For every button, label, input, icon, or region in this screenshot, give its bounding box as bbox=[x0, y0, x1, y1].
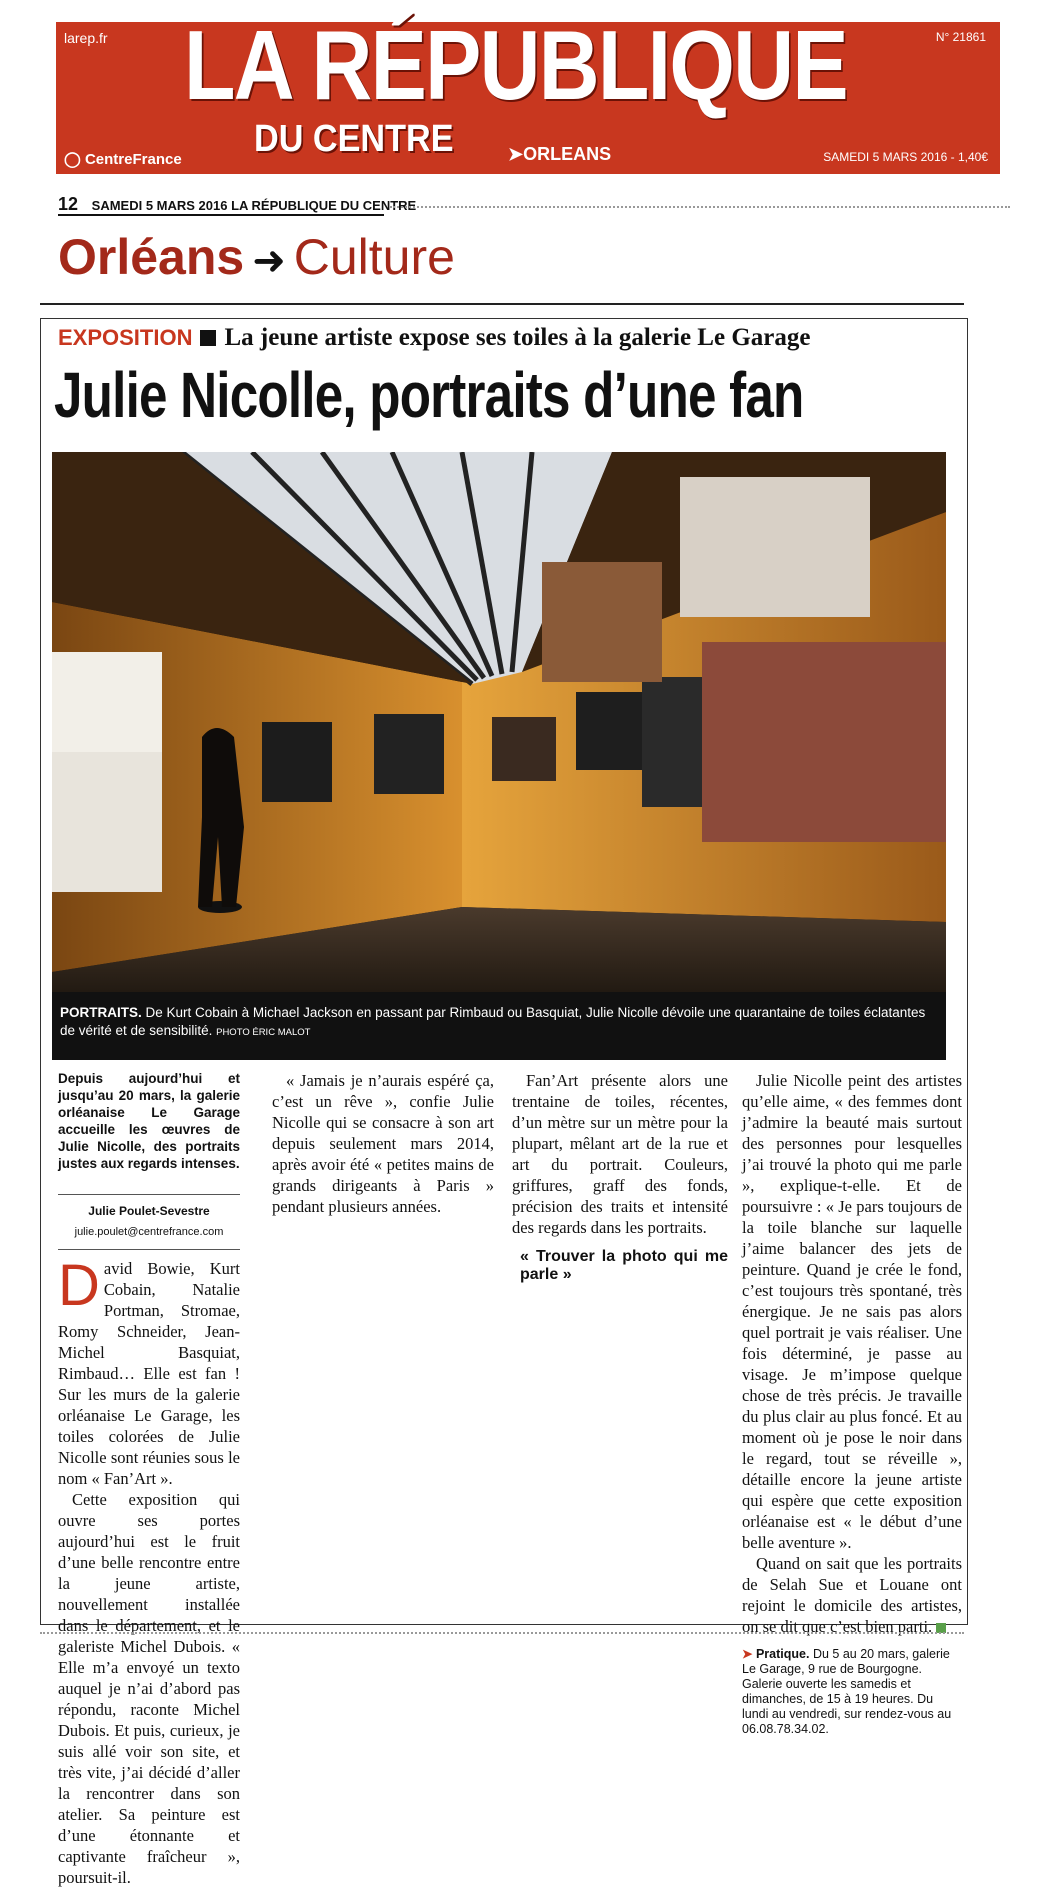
newspaper-title: LA RÉPUBLIQUE bbox=[184, 10, 847, 120]
arrow-right-icon: ➤ bbox=[508, 144, 524, 164]
paragraph-5: Julie Nicolle peint des artistes qu’elle aime, « des femmes dont j’admire la beauté mais surtout des personnes pour lesquelles j’ai trouvé la photo qui me parle », explique-t-elle. Et de poursuivre : « Je pars toujours de la toile blanche sur laquelle j’aime balancer des jets de peinture. Quand je crée le fond, c’est toujours très spontané, très énergique. Je ne sais pas alors quel portrait je vais réaliser. Une fois déterminé, je passe au visage. Je m’impose quelque chose de très précis. Je travaille du plus clair au plus foncé. Et au moment où je pose le noir dans le regard, tout se réveille », détaille encore la jeune artiste qui espère que cette exposition orléanaise est « le début d’une belle aventure ». bbox=[742, 1071, 962, 1552]
article-column-4 bbox=[742, 1070, 962, 1737]
article-column-2 bbox=[272, 1070, 494, 1217]
section-title bbox=[58, 229, 455, 285]
site-url[interactable]: larep.fr bbox=[64, 30, 108, 46]
caption-text: De Kurt Cobain à Michael Jackson en passant par Rimbaud ou Basquiat, Julie Nicolle dévoile une quarantaine de toiles éclatantes de vérité et de sensibilité. bbox=[60, 1005, 926, 1038]
article-subhead: « Trouver la photo qui me parle » bbox=[520, 1248, 728, 1283]
issue-number: N° 21861 bbox=[935, 30, 986, 44]
photo-caption bbox=[52, 992, 946, 1060]
page-header-rule bbox=[58, 214, 384, 216]
practical-label: Pratique. bbox=[755, 1647, 810, 1661]
square-bullet-icon bbox=[200, 330, 216, 346]
dotted-divider-bottom bbox=[40, 1632, 964, 1634]
practical-text: Du 5 au 20 mars, galerie Le Garage, 9 rue de Bourgogne. Galerie ouverte les samedis et dimanches, de 15 à 19 heures. Du lundi au vendredi, sur rendez-vous au 06.08.78.34.02. bbox=[742, 1647, 952, 1736]
practical-info bbox=[742, 1647, 962, 1737]
section-city: Orléans bbox=[58, 229, 245, 285]
kicker-label: EXPOSITION bbox=[58, 325, 193, 350]
paragraph-3: « Jamais je n’aurais espéré ça, c’est un rêve », confie Julie Nicolle qui se consacre à son art depuis seulement mars 2014, après avoir été « petites mains de grands dirigeants à Paris » pendant plusieurs années. bbox=[272, 1071, 494, 1216]
gallery-photo bbox=[52, 452, 946, 992]
article-column-1 bbox=[58, 1070, 240, 1888]
author-email[interactable]: julie.poulet@centrefrance.com bbox=[58, 1222, 240, 1250]
section-topic: Culture bbox=[293, 229, 455, 285]
article-deck: La jeune artiste expose ses toiles à la galerie Le Garage bbox=[224, 324, 811, 351]
caption-lead: PORTRAITS. bbox=[60, 1005, 142, 1020]
page-header-text: SAMEDI 5 MARS 2016 LA RÉPUBLIQUE DU CENTRE bbox=[91, 198, 417, 213]
paragraph-1: David Bowie, Kurt Cobain, Natalie Portman, Stromae, Romy Schneider, Jean-Michel Basquiat, Rimbaud… Elle est fan ! Sur les murs de la galerie orléanaise Le Garage, les toiles colorées de Julie Nicolle sont réunies sous le nom « Fan’Art ». bbox=[58, 1253, 240, 1488]
centrefrance-logo bbox=[64, 150, 182, 168]
article-standfirst: Depuis aujourd’hui et jusqu’au 20 mars, la galerie orléanaise Le Garage accueille les œuvres de Julie Nicolle, des portraits justes aux regards intenses. bbox=[58, 1071, 240, 1171]
newspaper-subtitle: DU CENTRE bbox=[254, 118, 454, 160]
masthead bbox=[56, 10, 1000, 174]
section-rule bbox=[40, 303, 964, 305]
page-number: 12 bbox=[58, 194, 79, 214]
article-column-3 bbox=[512, 1070, 728, 1288]
paragraph-6: Quand on sait que les portraits de Selah Sue et Louane ont rejoint le domicile des artistes, on se dit que c’est bien parti. bbox=[742, 1554, 962, 1636]
edition-city: ➤ORLEANS bbox=[508, 144, 612, 164]
article-headline: Julie Nicolle, portraits d’une fan bbox=[54, 359, 804, 431]
paragraph-2: Cette exposition qui ouvre ses portes aujourd’hui est le fruit d’une belle rencontre entre la jeune artiste, nouvellement installée dans le département, et le galeriste Michel Dubois. « Elle m’a envoyé un texto auquel je n’ai d’abord pas répondu, raconte Michel Dubois. Et puis, curieux, je suis allé voir son site, et très vite, j’ai décidé d’aller la rencontrer dans son atelier. Sa peinture est d’une étonnante et captivante fraîcheur », poursuit-il. bbox=[58, 1490, 240, 1887]
article-kicker bbox=[58, 324, 810, 352]
arrow-right-icon: ➤ bbox=[742, 1647, 753, 1661]
photo-credit: PHOTO ÉRIC MALOT bbox=[216, 1026, 311, 1038]
arrow-right-icon: ➜ bbox=[252, 239, 286, 283]
brand-mark-icon: ◯ bbox=[64, 151, 81, 168]
date-price: SAMEDI 5 MARS 2016 - 1,40€ bbox=[823, 150, 988, 164]
brand-name: CentreFrance bbox=[84, 151, 182, 168]
byline bbox=[58, 1194, 240, 1250]
paragraph-4: Fan’Art présente alors une trentaine de toiles, récentes, d’un mètre sur un mètre pour la plupart, mêlant art de la rue et art du portrait. Couleurs, griffures, graff des fonds, précision des traits et intensité des regards dans les portraits. bbox=[512, 1071, 728, 1237]
page-header-bar bbox=[58, 194, 488, 216]
drop-cap: D bbox=[58, 1253, 100, 1318]
gallery-illustration bbox=[52, 452, 946, 992]
author-name: Julie Poulet-Sevestre bbox=[88, 1204, 210, 1218]
dotted-divider bbox=[390, 206, 1010, 208]
